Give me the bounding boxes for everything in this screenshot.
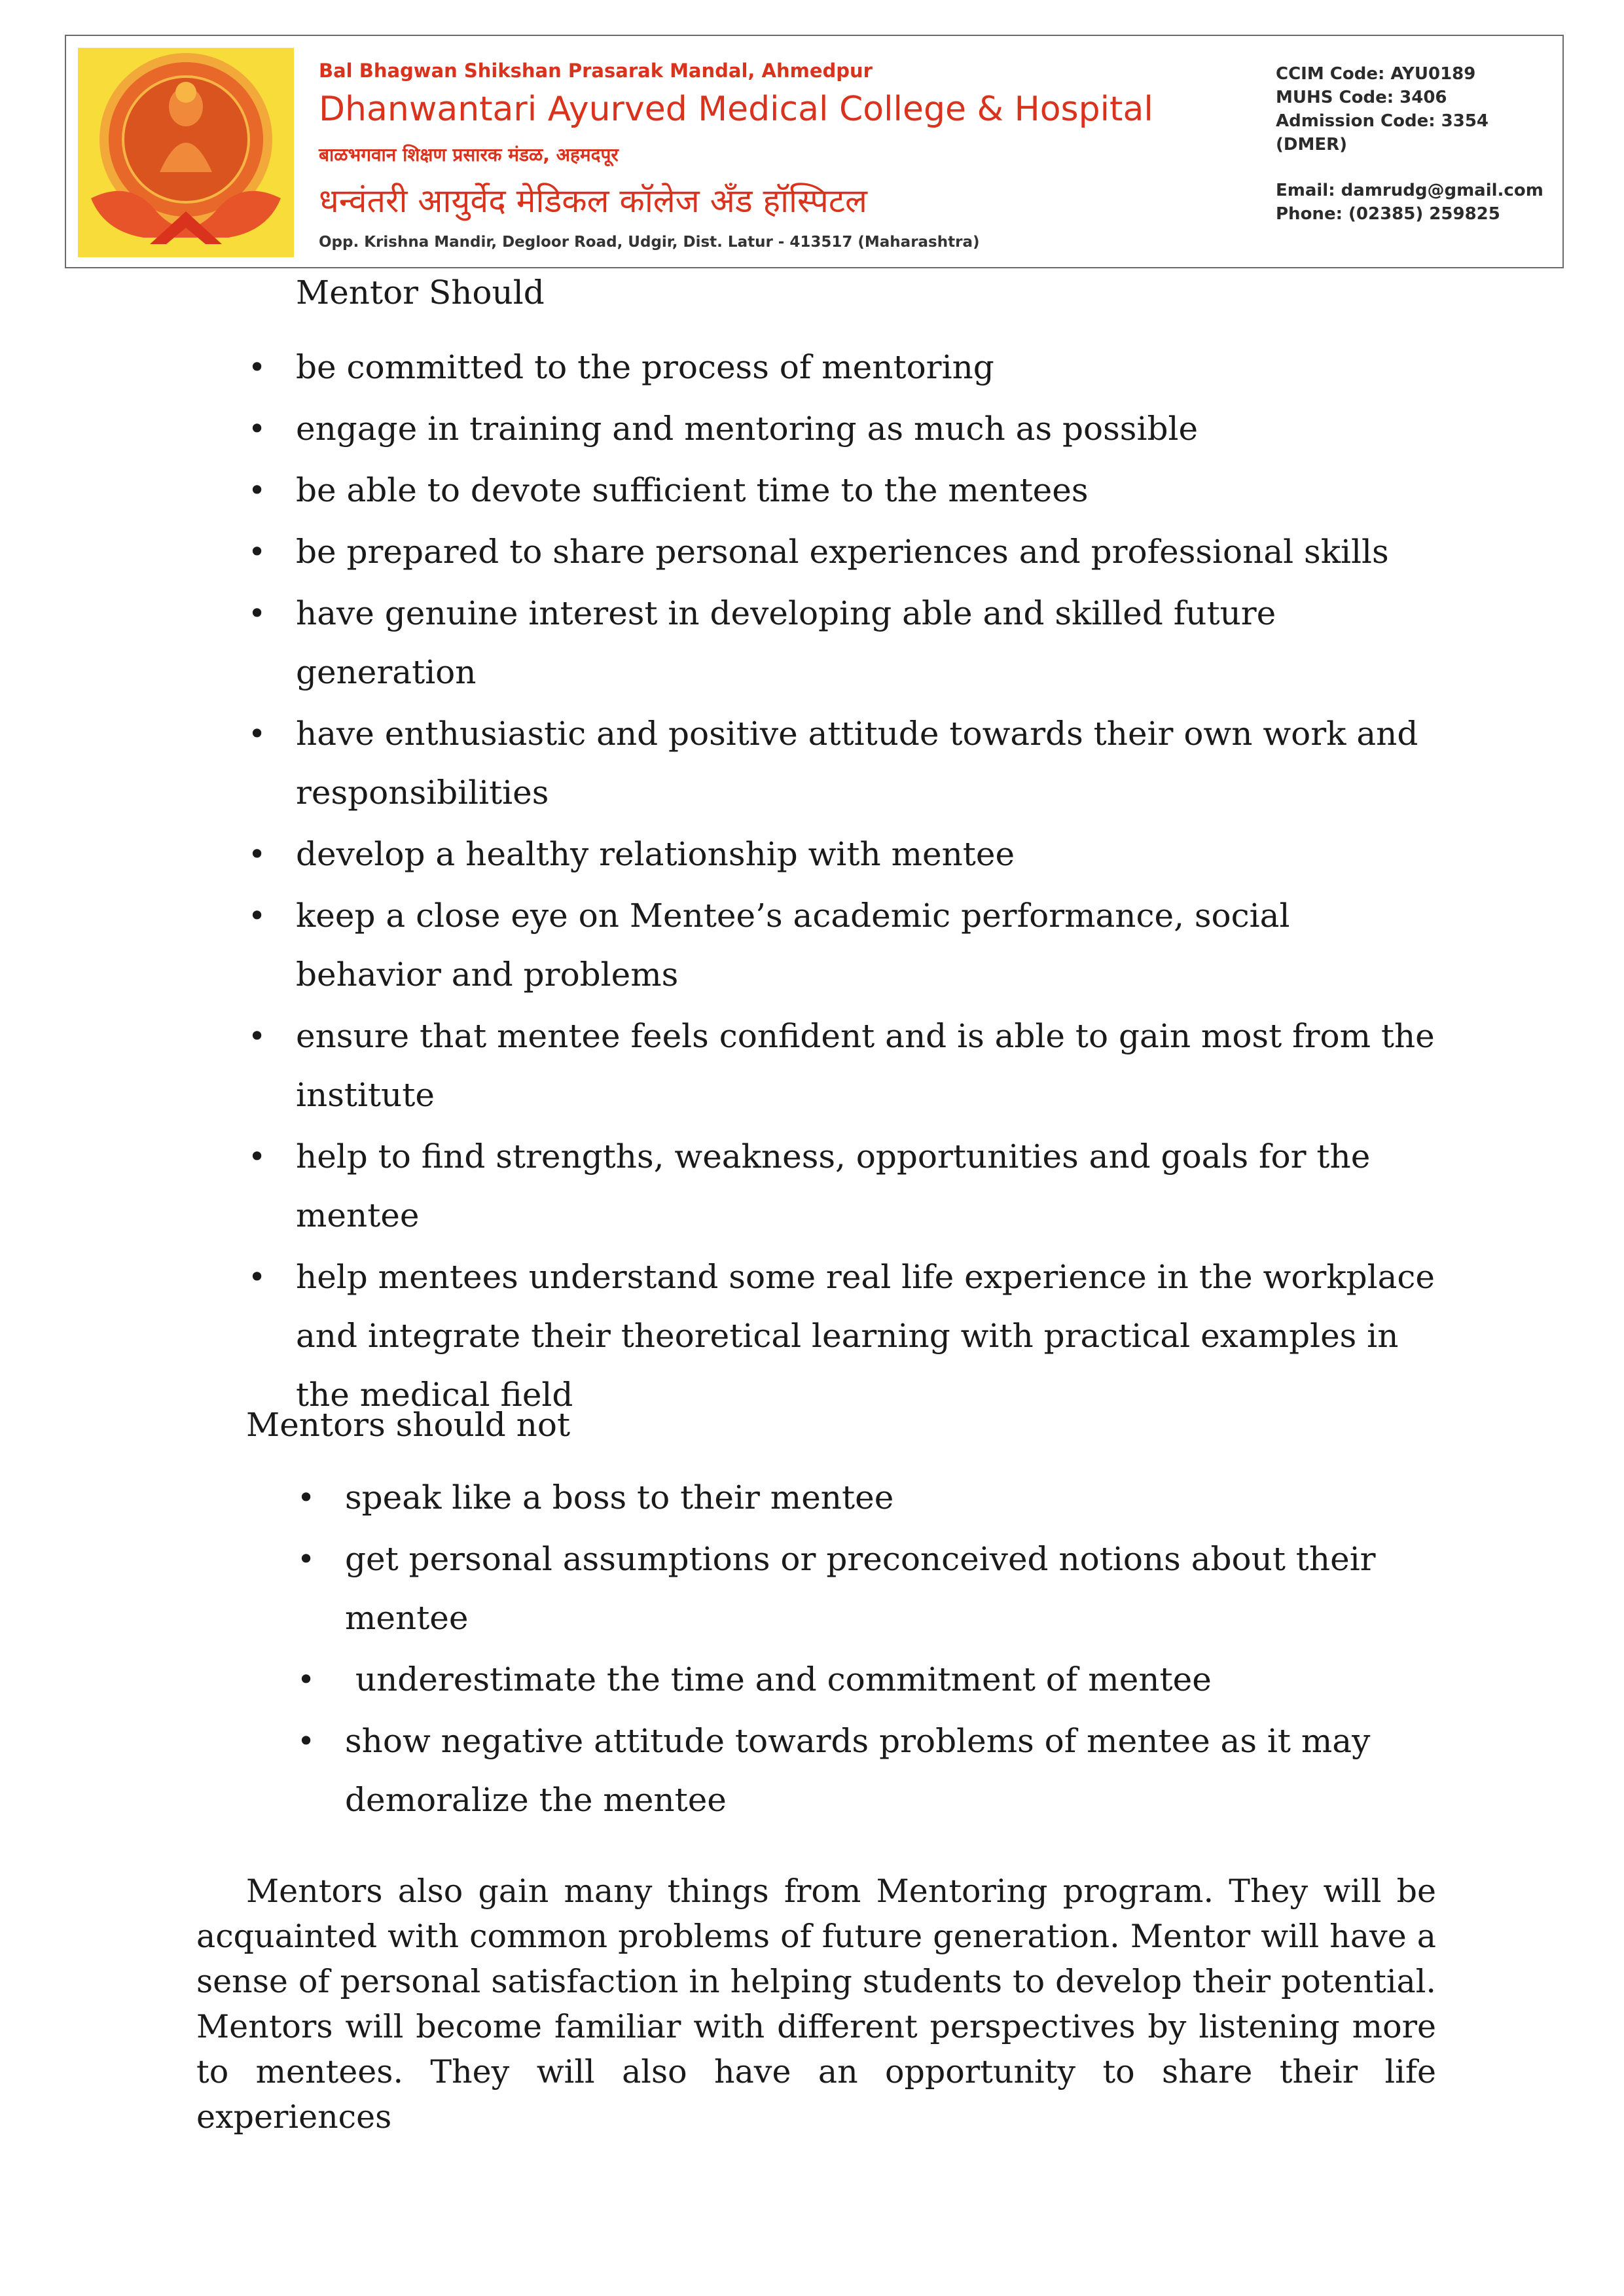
list-item: • have enthusiastic and positive attitude towards their own work and responsibilities (296, 704, 1435, 825)
letterhead (65, 35, 1564, 268)
mentor-should-heading: Mentor Should (296, 274, 545, 312)
muhs-code: MUHS Code: 3406 (1276, 88, 1447, 107)
letterhead-text (319, 56, 1268, 251)
trust-name-en: Bal Bhagwan Shikshan Prasarak Mandal, Ahmedpur (319, 60, 873, 82)
list-item: • engage in training and mentoring as much as possible (296, 399, 1435, 461)
bullet-icon: • (248, 473, 266, 508)
college-address: Opp. Krishna Mandir, Degloor Road, Udgir, Dist. Latur - 413517 (Maharashtra) (319, 234, 980, 251)
dhanwantari-seal-logo-icon (78, 48, 294, 257)
ccim-code: CCIM Code: AYU0189 (1276, 64, 1476, 84)
mentor-should-not-heading: Mentors should not (246, 1406, 571, 1444)
list-item: • be prepared to share personal experiences and professional skills (296, 522, 1435, 584)
bullet-icon: • (248, 596, 266, 631)
list-item: • speak like a boss to their mentee (345, 1468, 1392, 1530)
bullet-icon: • (297, 1662, 316, 1697)
email-contact: Email: damrudg@gmail.com (1276, 181, 1543, 200)
bullet-icon: • (248, 1139, 266, 1174)
list-item: • help to find strengths, weakness, opportunities and goals for the mentee (296, 1127, 1435, 1247)
bullet-icon: • (248, 898, 266, 933)
list-item: • ensure that mentee feels confident and is able to gain most from the institute (296, 1007, 1435, 1127)
list-item: • be able to devote sufficient time to the mentees (296, 461, 1435, 522)
college-name-mr: धन्वंतरी आयुर्वेद मेडिकल कॉलेज अँड हॉस्पिटल (319, 182, 867, 220)
list-item: • have genuine interest in developing able and skilled future generation (296, 584, 1435, 704)
mentor-should-not-list (297, 1468, 1392, 1832)
letterhead-codes (1276, 62, 1564, 226)
bullet-icon: • (248, 1259, 266, 1295)
closing-paragraph-text: Mentors also gain many things from Mentoring program. They will be acquainted with common problems of future generation. Mentor will have a sense of personal satisfaction in helping students to develop their potential. Mentors will become familiar with different perspectives by listening more to mentees. They will also have an opportunity to share their life experiences (196, 1873, 1436, 2136)
closing-paragraph (196, 1869, 1436, 2140)
list-item: • be committed to the process of mentoring (296, 338, 1435, 399)
admission-code: Admission Code: 3354 (1276, 111, 1489, 131)
list-item: • help mentees understand some real life experience in the workplace and integrate their theoretical learning with practical examples in the medical field (296, 1247, 1435, 1427)
bullet-icon: • (297, 1723, 316, 1759)
bullet-icon: • (248, 1018, 266, 1054)
list-item: • show negative attitude towards problems of mentee as it may demoralize the mentee (345, 1712, 1392, 1832)
list-item: • underestimate the time and commitment of mentee (345, 1650, 1392, 1712)
bullet-icon: • (248, 534, 266, 569)
bullet-icon: • (297, 1541, 316, 1577)
trust-name-mr: बाळभगवान शिक्षण प्रसारक मंडळ, अहमदपूर (319, 144, 619, 166)
phone-contact: Phone: (02385) 259825 (1276, 204, 1500, 224)
bullet-icon: • (248, 836, 266, 872)
bullet-icon: • (248, 350, 266, 385)
bullet-icon: • (248, 411, 266, 446)
list-item: • develop a healthy relationship with mentee (296, 825, 1435, 886)
bullet-icon: • (297, 1480, 316, 1515)
dmer-label: (DMER) (1276, 135, 1348, 154)
bullet-icon: • (248, 716, 266, 751)
college-name-en: Dhanwantari Ayurved Medical College & Hospital (319, 90, 1153, 129)
list-item: • get personal assumptions or preconceived notions about their mentee (345, 1530, 1392, 1650)
list-item: • keep a close eye on Mentee’s academic performance, social behavior and problems (296, 886, 1435, 1007)
